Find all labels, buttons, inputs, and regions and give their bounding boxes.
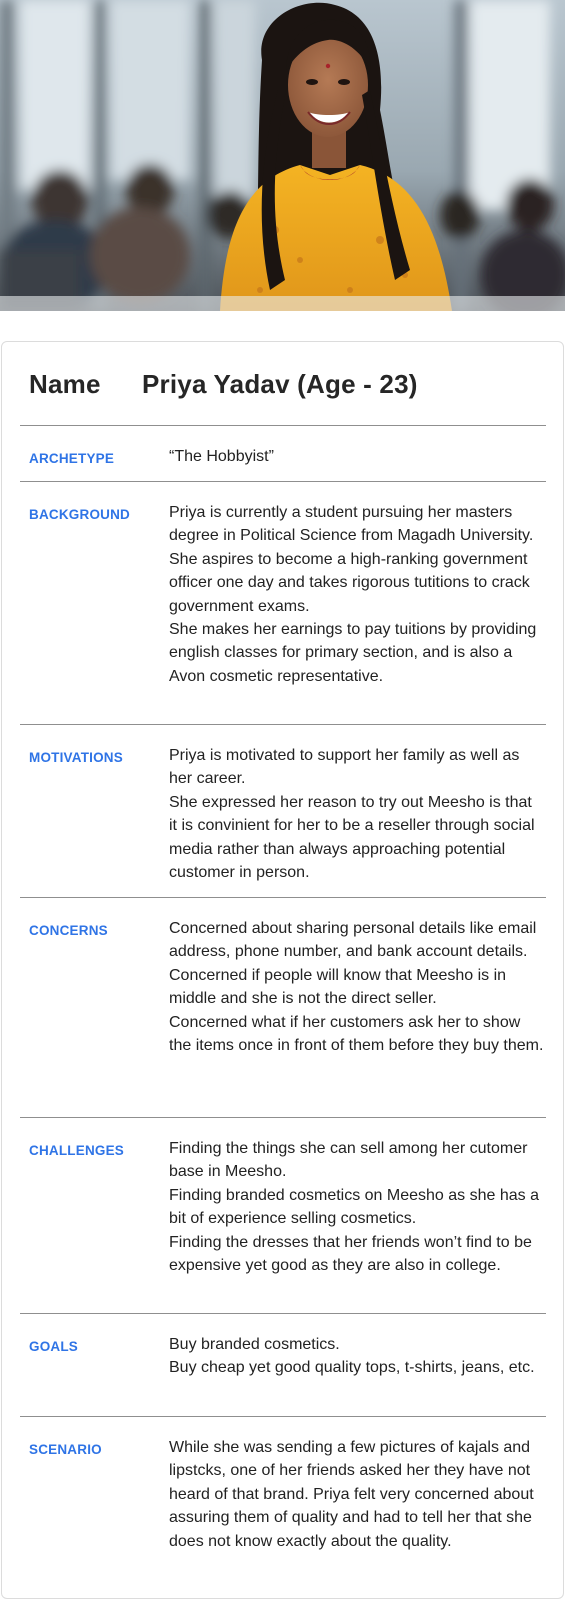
concerns-row [20, 898, 546, 1118]
concerns-label: CONCERNS [29, 923, 108, 938]
concerns-line: Concerned if people will know that Meesho is in middle and she is not the direct seller. [169, 966, 507, 1008]
persona-photo [0, 0, 565, 311]
motivations-label: MOTIVATIONS [29, 750, 123, 765]
motivations-row [20, 725, 546, 898]
archetype-row [20, 426, 546, 482]
concerns-text [169, 917, 544, 1057]
scenario-text [169, 1436, 544, 1553]
archetype-line: “The Hobbyist” [169, 448, 274, 465]
goals-text [169, 1333, 544, 1380]
goals-row [20, 1314, 546, 1417]
challenges-line: Finding branded cosmetics on Meesho as she has a bit of experience selling cosmetics. [169, 1186, 539, 1228]
motivations-text [169, 744, 544, 884]
archetype-text [169, 445, 544, 468]
scenario-line: While she was sending a few pictures of kajals and lipstcks, one of her friends asked her they have not heard of that brand. Priya felt very concerned about assuring them of quality and had to tell her that she does not know exactly about the quality. [169, 1439, 534, 1550]
challenges-line: Finding the dresses that her friends won’t find to be expensive yet good as they are also in college. [169, 1233, 532, 1275]
persona-name: Priya Yadav (Age - 23) [142, 369, 418, 399]
concerns-line: Concerned what if her customers ask her to show the items once in front of them before they buy them. [169, 1013, 544, 1055]
background-line: Priya is currently a student pursuing her masters degree in Political Science from Magadh University. [169, 504, 534, 545]
challenges-label: CHALLENGES [29, 1143, 125, 1158]
archetype-label: ARCHETYPE [29, 451, 115, 466]
background-line: She makes her earnings to pay tuitions by providing english classes for primary section, and is also a Avon cosmetic representative. [169, 621, 537, 685]
motivations-line: She expressed her reason to try out Meesho is that it is convinient for her to be a reseller through social media rather than always approaching potential customer in person. [169, 793, 535, 882]
background-line: She aspires to become a high-ranking government officer one day and takes rigorous tutitions to crack government exams. [169, 550, 530, 615]
name-row [20, 342, 546, 426]
challenges-line: Finding the things she can sell among her cutomer base in Meesho. [169, 1140, 528, 1181]
challenges-row [20, 1118, 546, 1314]
background-text [169, 501, 544, 688]
scenario-row [20, 1417, 546, 1597]
concerns-line: Concerned about sharing personal details like email address, phone number, and bank account details. [169, 920, 537, 961]
persona-card [1, 341, 564, 1599]
challenges-text [169, 1137, 544, 1277]
motivations-line: Priya is motivated to support her family as well as her career. [169, 747, 520, 788]
name-label: Name [29, 369, 101, 399]
goals-line: Buy branded cosmetics. [169, 1336, 340, 1353]
goals-line: Buy cheap yet good quality tops, t-shirts, jeans, etc. [169, 1359, 535, 1377]
background-label: BACKGROUND [29, 507, 130, 522]
background-row [20, 482, 546, 725]
goals-label: GOALS [29, 1339, 79, 1354]
scenario-label: SCENARIO [29, 1442, 102, 1457]
